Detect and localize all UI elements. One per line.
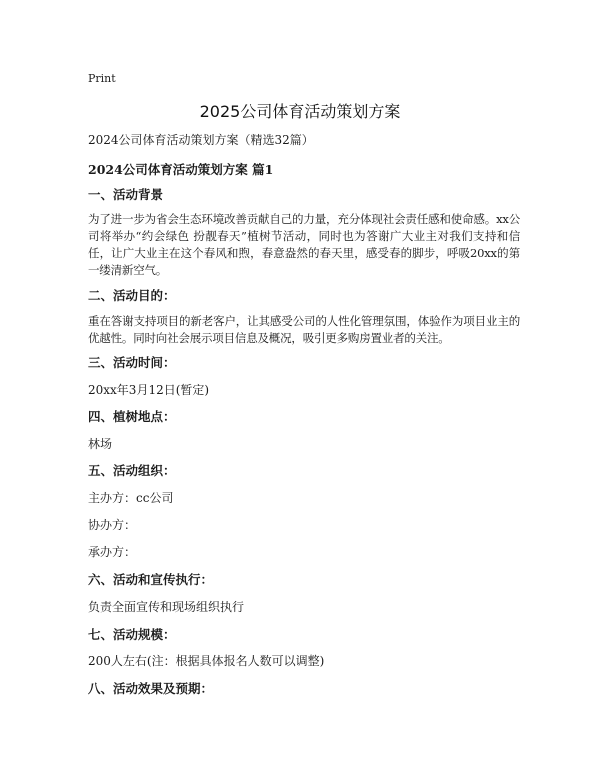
section-heading-time: 三、活动时间： <box>88 355 176 370</box>
section-heading-background: 一、活动背景 <box>88 187 164 202</box>
section-text-background: 为了进一步为省会生态环境改善贡献自己的力量，充分体现社会责任感和使命感。xx公司将举办“约会绿色 扮靓春天”植树节活动，同时也为答谢广大业主对我们支持和信任，让广大业主在这个春风和煦，春意盎然的春天里，感受春的脚步，呼吸20xx的第一缕清新空气。 <box>88 212 520 277</box>
section-heading-location: 四、植树地点： <box>88 409 176 424</box>
section-heading-purpose: 二、活动目的： <box>88 288 176 303</box>
section-text-scale: 200人左右(注：根据具体报名人数可以调整) <box>88 654 325 668</box>
section-heading-organization: 五、活动组织： <box>88 463 176 478</box>
section-heading-scale: 七、活动规模： <box>88 627 176 642</box>
organizer-host: 主办方：cc公司 <box>88 491 174 505</box>
article-heading: 2024公司体育活动策划方案 篇1 <box>88 162 274 177</box>
section-text-execution: 负责全面宣传和现场组织执行 <box>88 600 245 614</box>
document-title: 2025公司体育活动策划方案 <box>199 102 401 121</box>
section-heading-effects: 八、活动效果及预期： <box>88 681 214 696</box>
subtitle: 2024公司体育活动策划方案（精选32篇） <box>88 133 314 147</box>
section-heading-execution: 六、活动和宣传执行： <box>88 572 214 587</box>
section-text-purpose: 重在答谢支持项目的新老客户，让其感受公司的人性化管理氛围，体验作为项目业主的优越性。同时向社会展示项目信息及概况，吸引更多购房置业者的关注。 <box>88 314 520 345</box>
section-text-time: 20xx年3月12日(暂定) <box>88 383 210 397</box>
organizer-co: 协办方： <box>88 518 137 532</box>
section-text-location: 林场 <box>88 437 113 451</box>
organizer-undertaker: 承办方： <box>88 545 137 559</box>
print-label[interactable]: Print <box>88 72 116 85</box>
